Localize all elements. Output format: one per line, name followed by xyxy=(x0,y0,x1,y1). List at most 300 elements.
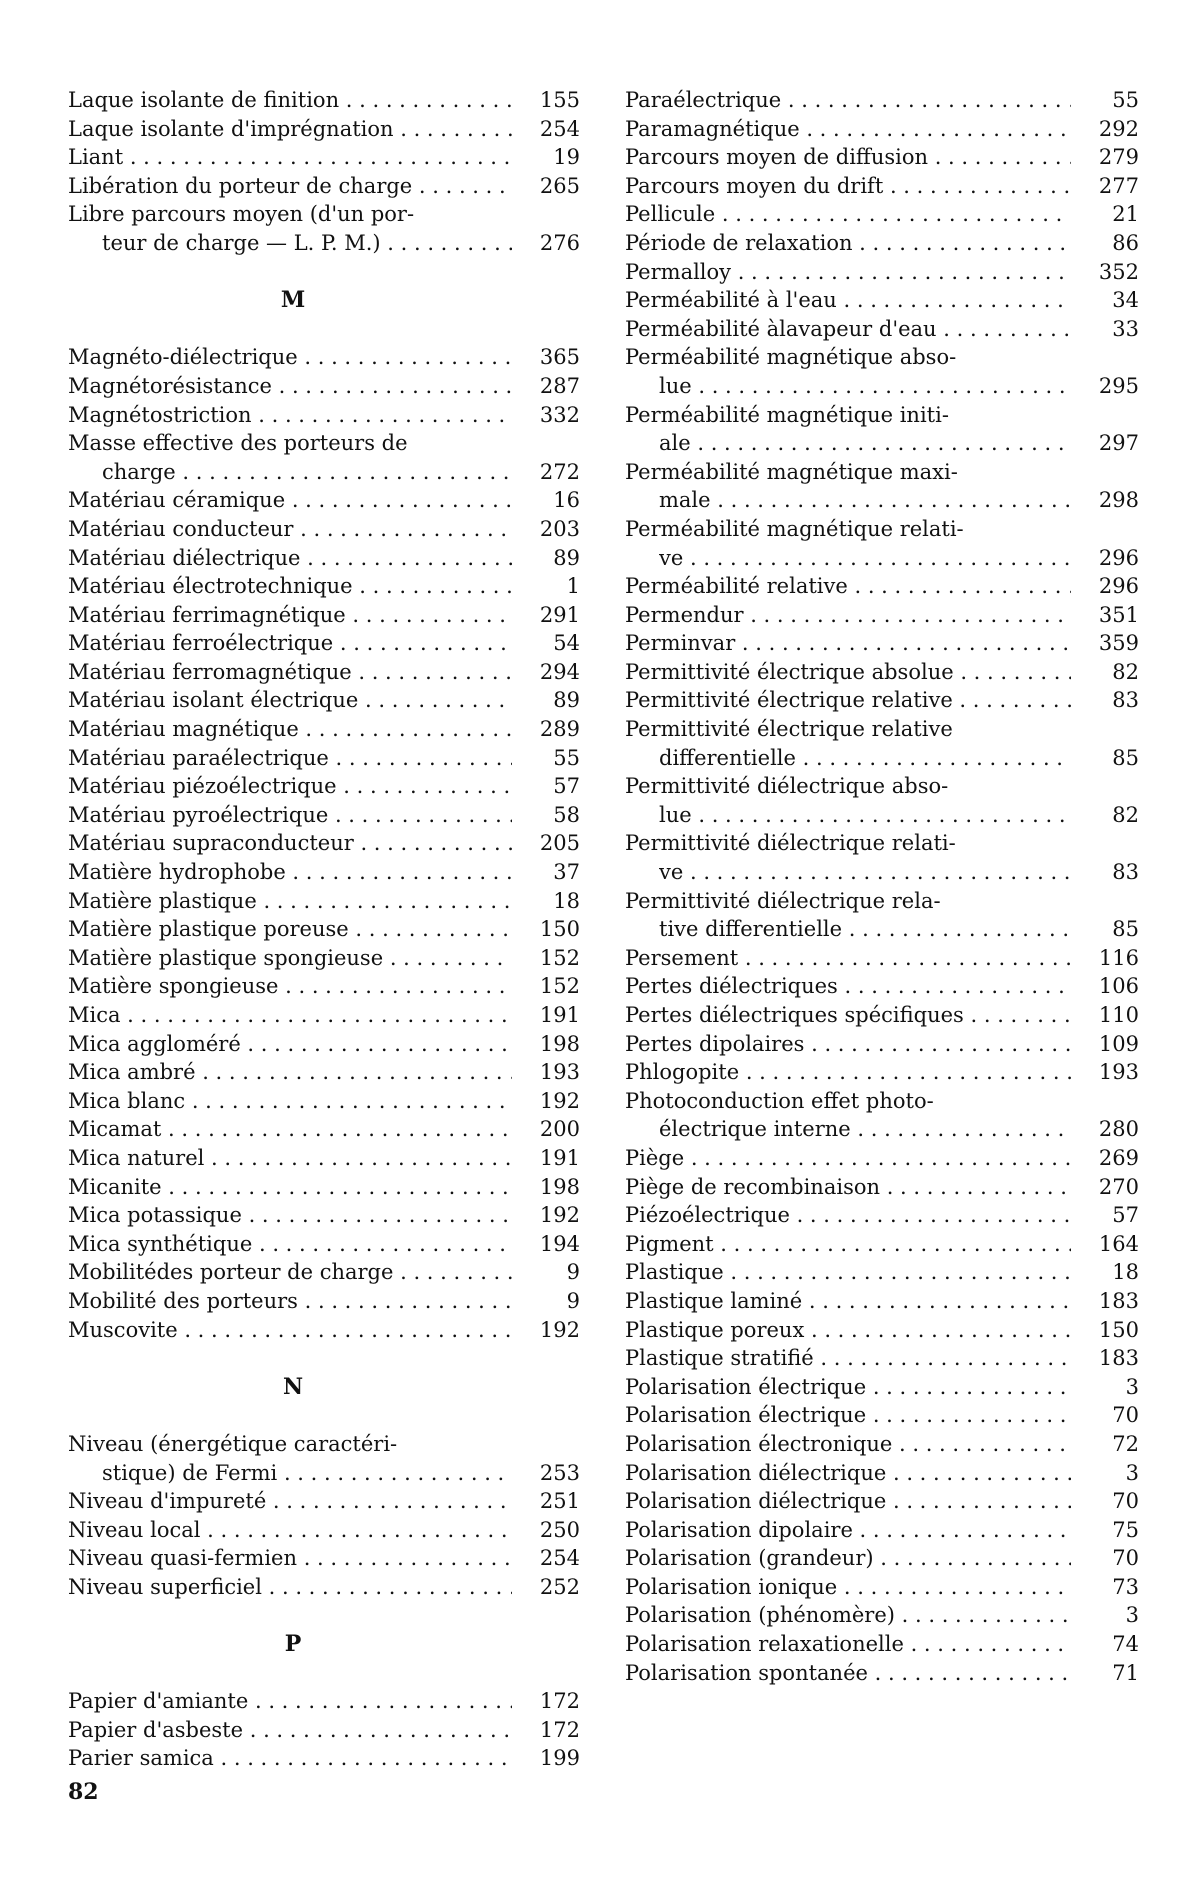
entry-term: Mica blanc . . . xyxy=(68,1087,512,1116)
entry-row xyxy=(625,115,1139,144)
entry-term: Mica . . . xyxy=(68,1001,512,1030)
index-entry xyxy=(68,1030,580,1059)
section-letter: M xyxy=(68,286,580,315)
entry-page-number: 252 xyxy=(512,1573,580,1602)
entry-page-number: 85 xyxy=(1071,744,1139,773)
entry-row xyxy=(68,1487,580,1516)
entry-page-number: 295 xyxy=(1071,372,1139,401)
entry-term-first-line: Permittivité diélectrique relati- xyxy=(625,829,1139,858)
entry-term: Pigment . . . xyxy=(625,1230,1071,1259)
entry-page-number: 89 xyxy=(512,686,580,715)
entry-term: Mica naturel . . . xyxy=(68,1144,512,1173)
entry-row xyxy=(68,858,580,887)
index-entry xyxy=(625,1058,1139,1087)
index-entry xyxy=(68,1001,580,1030)
entry-row xyxy=(625,915,1139,944)
entry-page-number: 57 xyxy=(512,772,580,801)
index-entry xyxy=(625,401,1139,458)
entry-term: tive differentielle . . . xyxy=(659,915,1071,944)
entry-page-number: 253 xyxy=(512,1459,580,1488)
entry-page-number: 152 xyxy=(512,944,580,973)
entry-term: Matériau supraconducteur . . . xyxy=(68,829,512,858)
entry-page-number: 172 xyxy=(512,1716,580,1745)
entry-term: charge . . . xyxy=(102,458,512,487)
index-entry xyxy=(625,715,1139,772)
entry-row xyxy=(68,1173,580,1202)
entry-term: Pertes dipolaires . . . xyxy=(625,1030,1071,1059)
entry-term: Parcours moyen du drift . . . xyxy=(625,172,1071,201)
entry-page-number: 172 xyxy=(512,1687,580,1716)
entry-row xyxy=(68,1744,580,1773)
entry-row xyxy=(68,1030,580,1059)
entry-term: Permendur . . . xyxy=(625,601,1071,630)
entry-term: Magnétostriction . . . xyxy=(68,401,512,430)
entry-term: Plastique . . . xyxy=(625,1258,1071,1287)
entry-page-number: 287 xyxy=(512,372,580,401)
entry-term: Permittivité électrique absolue . . . xyxy=(625,658,1071,687)
index-entry xyxy=(625,1573,1139,1602)
index-entry xyxy=(625,515,1139,572)
entry-term: Polarisation diélectrique . . . xyxy=(625,1459,1071,1488)
index-entry xyxy=(68,858,580,887)
entry-page-number: 75 xyxy=(1071,1516,1139,1545)
entry-page-number: 280 xyxy=(1071,1115,1139,1144)
index-entry xyxy=(68,429,580,486)
index-entry xyxy=(625,944,1139,973)
index-entry xyxy=(625,1373,1139,1402)
index-entry xyxy=(625,1344,1139,1373)
index-entry xyxy=(68,629,580,658)
entry-row xyxy=(625,744,1139,773)
entry-term: Mica potassique . . . xyxy=(68,1201,512,1230)
index-entry xyxy=(625,1401,1139,1430)
entry-term: Matériau ferromagnétique . . . xyxy=(68,658,512,687)
entry-term: Niveau d'impureté . . . xyxy=(68,1487,512,1516)
entry-row xyxy=(625,1173,1139,1202)
entry-row xyxy=(68,1573,580,1602)
entry-page-number: 332 xyxy=(512,401,580,430)
entry-term: Mica ambré . . . xyxy=(68,1058,512,1087)
entry-term: Mobilitédes porteur de charge . . . xyxy=(68,1258,512,1287)
entry-row xyxy=(625,1287,1139,1316)
entry-row xyxy=(625,429,1139,458)
entry-page-number: 251 xyxy=(512,1487,580,1516)
entry-page-number: 198 xyxy=(512,1173,580,1202)
entry-term: teur de charge — L. P. M.) . . . xyxy=(102,229,512,258)
entry-page-number: 83 xyxy=(1071,686,1139,715)
entry-page-number: 203 xyxy=(512,515,580,544)
entry-row xyxy=(68,86,580,115)
index-entry xyxy=(625,1030,1139,1059)
entry-term: Micanite . . . xyxy=(68,1173,512,1202)
entry-page-number: 70 xyxy=(1071,1544,1139,1573)
entry-page-number: 352 xyxy=(1071,258,1139,287)
entry-page-number: 19 xyxy=(512,143,580,172)
entry-term: Polarisation électrique . . . xyxy=(625,1401,1071,1430)
entry-row xyxy=(68,944,580,973)
index-entry xyxy=(68,915,580,944)
entry-term: Polarisation spontanée . . . xyxy=(625,1659,1071,1688)
index-entry xyxy=(68,801,580,830)
index-entry xyxy=(68,572,580,601)
entry-row xyxy=(625,658,1139,687)
entry-row xyxy=(68,1115,580,1144)
entry-term: Polarisation dipolaire . . . xyxy=(625,1516,1071,1545)
entry-term: Perméabilité àlavapeur d'eau . . . xyxy=(625,315,1071,344)
index-entry xyxy=(625,1659,1139,1688)
entry-term: Polarisation (phénomère) . . . xyxy=(625,1601,1071,1630)
entry-row xyxy=(625,944,1139,973)
entry-page-number: 54 xyxy=(512,629,580,658)
index-entry xyxy=(68,1716,580,1745)
entry-page-number: 71 xyxy=(1071,1659,1139,1688)
index-entry xyxy=(625,143,1139,172)
entry-term: Perméabilité relative . . . xyxy=(625,572,1071,601)
entry-row xyxy=(625,172,1139,201)
index-entry xyxy=(625,1173,1139,1202)
entry-term: Mobilité des porteurs . . . xyxy=(68,1287,512,1316)
entry-term: Pertes diélectriques . . . xyxy=(625,972,1071,1001)
index-entry xyxy=(625,1601,1139,1630)
entry-term: Matériau magnétique . . . xyxy=(68,715,512,744)
index-entry xyxy=(68,1115,580,1144)
entry-page-number: 298 xyxy=(1071,486,1139,515)
entry-term-first-line: Permittivité diélectrique rela- xyxy=(625,887,1139,916)
index-entry xyxy=(68,143,580,172)
entry-term: Matériau céramique . . . xyxy=(68,486,512,515)
index-entry xyxy=(68,1287,580,1316)
entry-term: Matériau électrotechnique . . . xyxy=(68,572,512,601)
entry-row xyxy=(68,458,580,487)
entry-term: Polarisation (grandeur) . . . xyxy=(625,1544,1071,1573)
entry-page-number: 205 xyxy=(512,829,580,858)
entry-row xyxy=(625,1115,1139,1144)
index-entry xyxy=(68,715,580,744)
entry-term: Plastique stratifié . . . xyxy=(625,1344,1071,1373)
entry-row xyxy=(625,143,1139,172)
entry-row xyxy=(625,801,1139,830)
index-entry xyxy=(625,1287,1139,1316)
entry-term: Plastique poreux . . . xyxy=(625,1316,1071,1345)
entry-page-number: 150 xyxy=(512,915,580,944)
index-entry xyxy=(68,1573,580,1602)
entry-row xyxy=(625,1058,1139,1087)
entry-row xyxy=(625,858,1139,887)
entry-term: Matériau diélectrique . . . xyxy=(68,544,512,573)
entry-page-number: 276 xyxy=(512,229,580,258)
index-entry xyxy=(625,829,1139,886)
entry-row xyxy=(68,143,580,172)
entry-page-number: 152 xyxy=(512,972,580,1001)
entry-page-number: 291 xyxy=(512,601,580,630)
entry-term-first-line: Perméabilité magnétique relati- xyxy=(625,515,1139,544)
index-entry xyxy=(68,1230,580,1259)
entry-page-number: 199 xyxy=(512,1744,580,1773)
entry-term: stique) de Fermi . . . xyxy=(102,1459,512,1488)
entry-row xyxy=(68,658,580,687)
entry-term: Phlogopite . . . xyxy=(625,1058,1071,1087)
entry-term: Papier d'amiante . . . xyxy=(68,1687,512,1716)
entry-row xyxy=(625,1401,1139,1430)
entry-page-number: 1 xyxy=(512,572,580,601)
index-entry xyxy=(68,115,580,144)
entry-page-number: 3 xyxy=(1071,1373,1139,1402)
entry-row xyxy=(68,629,580,658)
entry-term: Matériau piézoélectrique . . . xyxy=(68,772,512,801)
index-entry xyxy=(625,1487,1139,1516)
entry-row xyxy=(625,1573,1139,1602)
entry-page-number: 265 xyxy=(512,172,580,201)
entry-page-number: 34 xyxy=(1071,286,1139,315)
index-entry xyxy=(625,1459,1139,1488)
entry-row xyxy=(625,1516,1139,1545)
entry-page-number: 155 xyxy=(512,86,580,115)
index-entry xyxy=(625,172,1139,201)
entry-row xyxy=(68,715,580,744)
entry-page-number: 183 xyxy=(1071,1344,1139,1373)
index-entry xyxy=(625,887,1139,944)
entry-row xyxy=(625,1344,1139,1373)
entry-page-number: 351 xyxy=(1071,601,1139,630)
entry-row xyxy=(68,1544,580,1573)
index-entry xyxy=(625,1630,1139,1659)
spacer xyxy=(68,1601,580,1630)
entry-row xyxy=(68,1687,580,1716)
entry-term: Parier samica . . . xyxy=(68,1744,512,1773)
entry-page-number: 292 xyxy=(1071,115,1139,144)
entry-term: Matière spongieuse . . . xyxy=(68,972,512,1001)
index-entry xyxy=(625,1230,1139,1259)
spacer xyxy=(68,258,580,287)
index-entry xyxy=(625,772,1139,829)
spacer xyxy=(68,1401,580,1430)
entry-row xyxy=(625,972,1139,1001)
spacer xyxy=(68,315,580,344)
index-entry xyxy=(625,601,1139,630)
entry-term: Libération du porteur de charge . . . xyxy=(68,172,512,201)
entry-page-number: 86 xyxy=(1071,229,1139,258)
index-entry xyxy=(625,658,1139,687)
entry-term: Piézoélectrique . . . xyxy=(625,1201,1071,1230)
entry-row xyxy=(625,1258,1139,1287)
index-entry xyxy=(68,86,580,115)
entry-row xyxy=(68,887,580,916)
entry-row xyxy=(68,686,580,715)
entry-page-number: 18 xyxy=(512,887,580,916)
index-entry xyxy=(625,1516,1139,1545)
entry-page-number: 116 xyxy=(1071,944,1139,973)
entry-term: Matière plastique poreuse . . . xyxy=(68,915,512,944)
entry-term: Liant . . . xyxy=(68,143,512,172)
entry-term: Matériau conducteur . . . xyxy=(68,515,512,544)
entry-page-number: 18 xyxy=(1071,1258,1139,1287)
entry-page-number: 191 xyxy=(512,1144,580,1173)
entry-term: Matière hydrophobe . . . xyxy=(68,858,512,887)
entry-row xyxy=(68,515,580,544)
entry-row xyxy=(625,1487,1139,1516)
entry-page-number: 359 xyxy=(1071,629,1139,658)
entry-row xyxy=(625,486,1139,515)
index-entry xyxy=(625,686,1139,715)
index-entry xyxy=(625,200,1139,229)
entry-page-number: 183 xyxy=(1071,1287,1139,1316)
entry-term: Permalloy . . . xyxy=(625,258,1071,287)
index-entry xyxy=(625,315,1139,344)
index-entry xyxy=(625,343,1139,400)
entry-page-number: 192 xyxy=(512,1316,580,1345)
index-entry xyxy=(625,229,1139,258)
index-entry xyxy=(68,1087,580,1116)
entry-row xyxy=(625,1144,1139,1173)
entry-term: Matériau ferrimagnétique . . . xyxy=(68,601,512,630)
index-entry xyxy=(625,1258,1139,1287)
entry-page-number: 3 xyxy=(1071,1601,1139,1630)
index-entry xyxy=(68,829,580,858)
entry-term: Mica aggloméré . . . xyxy=(68,1030,512,1059)
entry-page-number: 254 xyxy=(512,1544,580,1573)
index-entry xyxy=(68,1258,580,1287)
index-entry xyxy=(625,1544,1139,1573)
entry-page-number: 16 xyxy=(512,486,580,515)
entry-row xyxy=(625,1230,1139,1259)
entry-term: Polarisation relaxationelle . . . xyxy=(625,1630,1071,1659)
entry-row xyxy=(68,1001,580,1030)
index-entry xyxy=(68,1144,580,1173)
entry-row xyxy=(68,343,580,372)
entry-page-number: 193 xyxy=(512,1058,580,1087)
entry-row xyxy=(68,1058,580,1087)
entry-term: Polarisation électrique . . . xyxy=(625,1373,1071,1402)
index-entry xyxy=(68,1316,580,1345)
entry-page-number: 3 xyxy=(1071,1459,1139,1488)
entry-term: ve . . . xyxy=(659,544,1071,573)
entry-row xyxy=(68,229,580,258)
entry-term: Polarisation ionique . . . xyxy=(625,1573,1071,1602)
entry-row xyxy=(68,829,580,858)
entry-page-number: 58 xyxy=(512,801,580,830)
entry-row xyxy=(68,915,580,944)
entry-term: Piège de recombinaison . . . xyxy=(625,1173,1071,1202)
entry-term-first-line: Niveau (énergétique caractéri- xyxy=(68,1430,580,1459)
entry-term: ve . . . xyxy=(659,858,1071,887)
index-entry xyxy=(68,515,580,544)
index-entry xyxy=(68,1544,580,1573)
index-entry xyxy=(68,772,580,801)
entry-page-number: 110 xyxy=(1071,1001,1139,1030)
entry-row xyxy=(68,1316,580,1345)
entry-term: Piège . . . xyxy=(625,1144,1071,1173)
entry-row xyxy=(625,1316,1139,1345)
entry-page-number: 297 xyxy=(1071,429,1139,458)
entry-term: Matière plastique spongieuse . . . xyxy=(68,944,512,973)
index-entry xyxy=(68,686,580,715)
page-number: 82 xyxy=(68,1779,99,1805)
entry-term-first-line: Permittivité diélectrique abso- xyxy=(625,772,1139,801)
entry-page-number: 279 xyxy=(1071,143,1139,172)
entry-page-number: 55 xyxy=(512,744,580,773)
entry-term: Matériau pyroélectrique . . . xyxy=(68,801,512,830)
index-entry xyxy=(68,1516,580,1545)
entry-page-number: 33 xyxy=(1071,315,1139,344)
entry-term: Matériau isolant électrique . . . xyxy=(68,686,512,715)
index-entry xyxy=(68,372,580,401)
entry-term-first-line: Perméabilité magnétique initi- xyxy=(625,401,1139,430)
entry-page-number: 106 xyxy=(1071,972,1139,1001)
index-entry xyxy=(68,401,580,430)
entry-term: Polarisation électronique . . . xyxy=(625,1430,1071,1459)
entry-term: ale . . . xyxy=(659,429,1071,458)
entry-page-number: 270 xyxy=(1071,1173,1139,1202)
entry-row xyxy=(625,372,1139,401)
entry-row xyxy=(68,1516,580,1545)
section-letter: P xyxy=(68,1630,580,1659)
index-entry xyxy=(68,944,580,973)
entry-page-number: 194 xyxy=(512,1230,580,1259)
index-entry xyxy=(625,629,1139,658)
entry-row xyxy=(68,172,580,201)
index-entry xyxy=(68,1058,580,1087)
entry-page-number: 272 xyxy=(512,458,580,487)
entry-page-number: 37 xyxy=(512,858,580,887)
entry-term: male . . . xyxy=(659,486,1071,515)
index-entry xyxy=(625,1430,1139,1459)
entry-page-number: 250 xyxy=(512,1516,580,1545)
entry-term: Laque isolante de finition . . . xyxy=(68,86,512,115)
entry-term: Plastique laminé . . . xyxy=(625,1287,1071,1316)
entry-page-number: 277 xyxy=(1071,172,1139,201)
entry-term-first-line: Perméabilité magnétique maxi- xyxy=(625,458,1139,487)
entry-row xyxy=(625,286,1139,315)
entry-row xyxy=(625,258,1139,287)
entry-row xyxy=(625,200,1139,229)
entry-row xyxy=(625,1544,1139,1573)
entry-row xyxy=(68,572,580,601)
entry-row xyxy=(68,1459,580,1488)
entry-term: Laque isolante d'imprégnation . . . xyxy=(68,115,512,144)
entry-row xyxy=(625,1373,1139,1402)
entry-term: Magnéto-diélectrique . . . xyxy=(68,343,512,372)
index-entry xyxy=(625,258,1139,287)
entry-term: Niveau local . . . xyxy=(68,1516,512,1545)
entry-page-number: 82 xyxy=(1071,801,1139,830)
section-letter: N xyxy=(68,1373,580,1402)
entry-term: lue . . . xyxy=(659,801,1071,830)
entry-page-number: 365 xyxy=(512,343,580,372)
index-entry xyxy=(625,1201,1139,1230)
entry-row xyxy=(625,1601,1139,1630)
index-entry xyxy=(68,744,580,773)
entry-row xyxy=(625,1659,1139,1688)
entry-row xyxy=(625,686,1139,715)
entry-term: électrique interne . . . xyxy=(659,1115,1071,1144)
entry-page-number: 72 xyxy=(1071,1430,1139,1459)
entry-term: Mica synthétique . . . xyxy=(68,1230,512,1259)
entry-row xyxy=(625,601,1139,630)
entry-row xyxy=(68,601,580,630)
entry-row xyxy=(68,972,580,1001)
entry-row xyxy=(68,115,580,144)
index-column-right xyxy=(625,86,1139,1687)
index-entry xyxy=(68,1687,580,1716)
entry-page-number: 55 xyxy=(1071,86,1139,115)
entry-term: differentielle . . . xyxy=(659,744,1071,773)
index-entry xyxy=(625,1087,1139,1144)
entry-page-number: 9 xyxy=(512,1287,580,1316)
entry-page-number: 82 xyxy=(1071,658,1139,687)
spacer xyxy=(68,1659,580,1688)
entry-page-number: 296 xyxy=(1071,572,1139,601)
index-entry xyxy=(625,572,1139,601)
